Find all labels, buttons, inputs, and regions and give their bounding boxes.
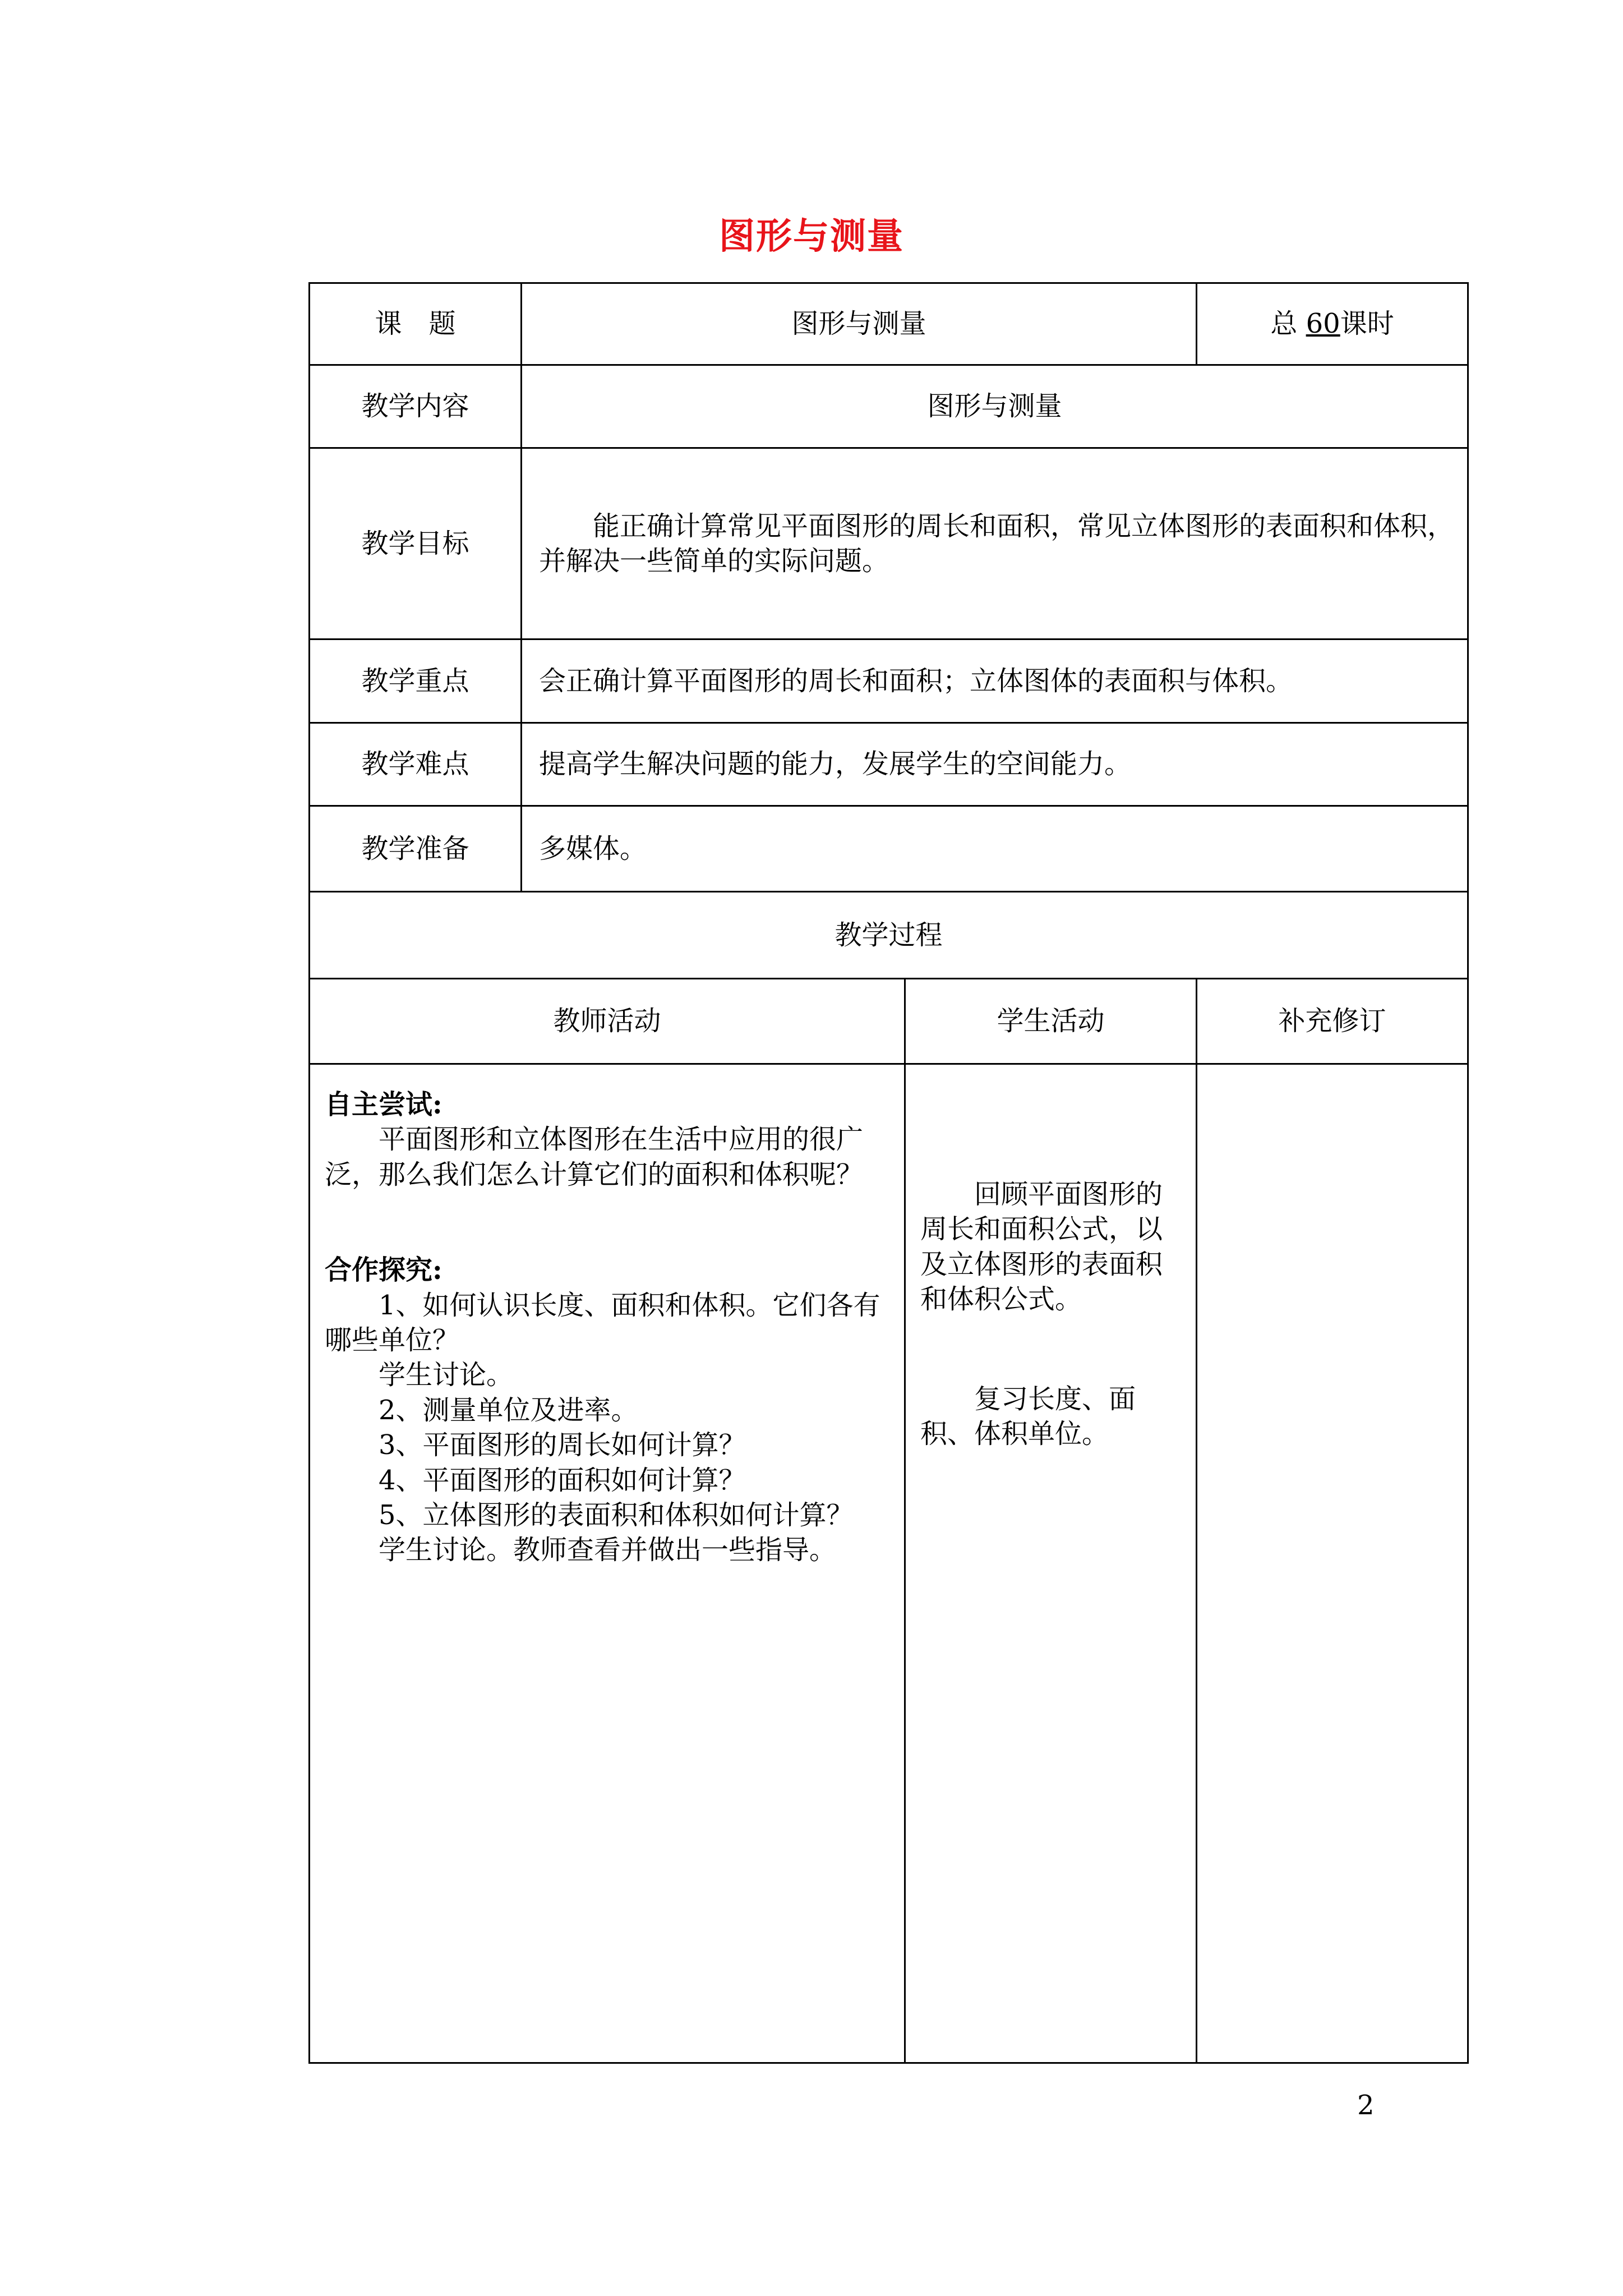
key-point-value: 会正确计算平面图形的周长和面积；立体图体的表面积与体积。 (522, 639, 1468, 723)
topic-row (310, 283, 1468, 365)
question-3: 3、平面图形的周长如何计算？ (379, 1429, 746, 1461)
goal-value: 能正确计算常见平面图形的周长和面积，常见立体图形的表面积和体积，并解决一些简单的实际问题。 (539, 510, 1455, 577)
preparation-label: 教学准备 (310, 806, 522, 892)
process-row (310, 892, 1468, 979)
student-activity-cell (905, 1064, 1197, 2063)
student-activity-2: 复习长度、面积、体积单位。 (920, 1383, 1136, 1450)
revision-cell (1197, 1064, 1468, 2063)
heading-cooperate: 合作探究: (325, 1254, 442, 1286)
key-point-label: 教学重点 (310, 639, 522, 723)
activity-row (310, 1064, 1468, 2063)
col-revision: 补充修订 (1197, 979, 1468, 1064)
question-5: 5、立体图形的表面积和体积如何计算？ (379, 1499, 854, 1531)
hours-suffix: 课时 (1340, 308, 1394, 340)
question-4: 4、平面图形的面积如何计算？ (379, 1464, 746, 1496)
teacher-activity-cell (310, 1064, 905, 2063)
goal-row (310, 448, 1468, 639)
question-2: 2、测量单位及进率。 (379, 1394, 638, 1426)
teacher-para-1: 平面图形和立体图形在生活中应用的很广泛，那么我们怎么计算它们的面积和体积呢？ (325, 1124, 864, 1190)
preparation-row (310, 806, 1468, 892)
topic-value: 图形与测量 (522, 283, 1197, 365)
difficulty-label: 教学难点 (310, 723, 522, 806)
discuss-1: 学生讨论。 (379, 1359, 514, 1391)
goal-cell (522, 448, 1468, 639)
goal-label: 教学目标 (310, 448, 522, 639)
question-1: 1、如何认识长度、面积和体积。它们各有哪些单位？ (325, 1289, 880, 1356)
student-activity-1: 回顾平面图形的周长和面积公式，以及立体图形的表面积和体积公式。 (920, 1179, 1163, 1315)
process-label: 教学过程 (310, 892, 1468, 979)
difficulty-row (310, 723, 1468, 806)
content-label: 教学内容 (310, 365, 522, 448)
page-number: 2 (1357, 2090, 1375, 2121)
total-hours (1197, 283, 1468, 365)
process-header-row (310, 979, 1468, 1064)
discuss-2: 学生讨论。教师查看并做出一些指导。 (379, 1534, 837, 1566)
spacer (920, 1317, 1182, 1382)
content-row (310, 365, 1468, 448)
spacer (325, 1192, 891, 1253)
key-point-row (310, 639, 1468, 723)
col-teacher-activity: 教师活动 (310, 979, 905, 1064)
hours-value: 60 (1306, 308, 1340, 340)
hours-prefix: 总 (1270, 308, 1298, 340)
lesson-plan-table (308, 282, 1469, 2064)
difficulty-value: 提高学生解决问题的能力，发展学生的空间能力。 (522, 723, 1468, 806)
preparation-value: 多媒体。 (522, 806, 1468, 892)
content-value: 图形与测量 (522, 365, 1468, 448)
topic-label: 课题 (310, 283, 522, 365)
col-student-activity: 学生活动 (905, 979, 1197, 1064)
heading-self-try: 自主尝试: (325, 1089, 442, 1120)
page-title: 图形与测量 (719, 215, 904, 257)
